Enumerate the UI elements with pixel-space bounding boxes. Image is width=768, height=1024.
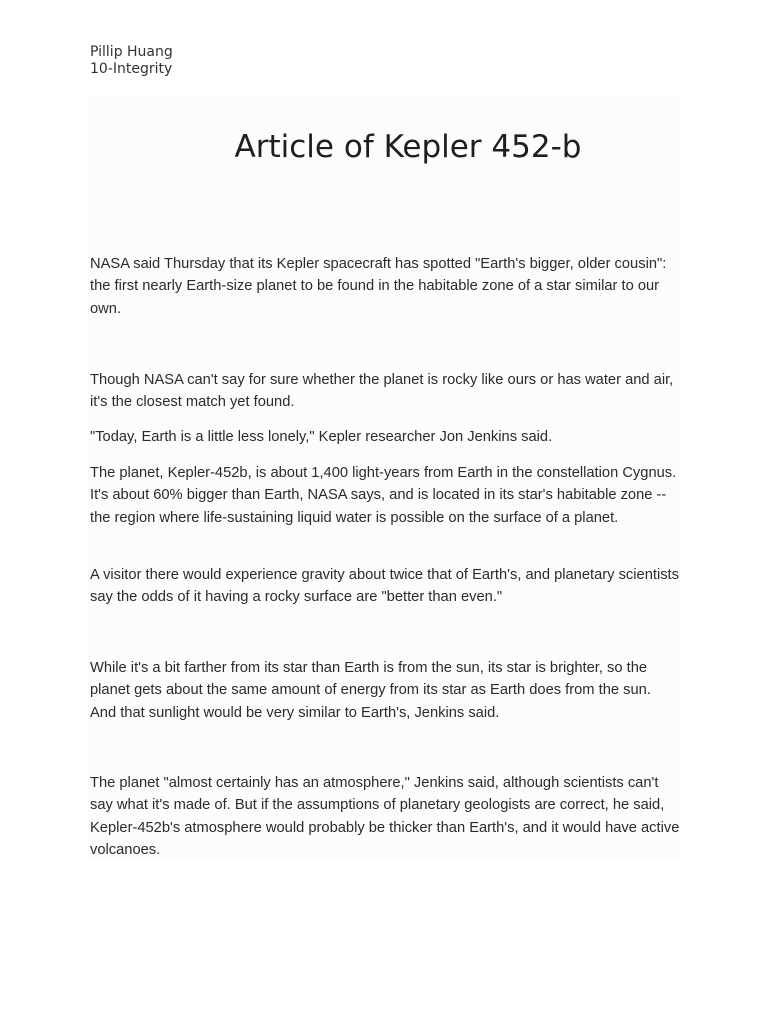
- paragraph-4: The planet, Kepler-452b, is about 1,400 light-years from Earth in the constellation Cygnus. It's about 60% bigger than Earth, NASA says, and is located in its star's habitable zone -- the region where life-sustaining liquid water is possible on the surface of a planet.: [90, 465, 677, 526]
- paragraph-5: A visitor there would experience gravity about twice that of Earth's, and planetary scientists say the odds of it having a rocky surface are "better than even.": [90, 567, 679, 606]
- author-class: 10-Integrity: [90, 61, 173, 77]
- author-block: [90, 44, 173, 78]
- paragraph-2: Though NASA can't say for sure whether the planet is rocky like ours or has water and air, it's the closest match yet found.: [90, 372, 674, 411]
- article-title: Article of Kepler 452-b: [234, 129, 582, 165]
- paragraph-3: "Today, Earth is a little less lonely," Kepler researcher Jon Jenkins said.: [90, 429, 553, 445]
- paragraph-6: While it's a bit farther from its star than Earth is from the sun, its star is brighter, so the planet gets about the same amount of energy from its star as Earth does from the sun. And that sunlight would be very similar to Earth's, Jenkins said.: [90, 660, 651, 721]
- paragraph-7: The planet "almost certainly has an atmosphere," Jenkins said, although scientists can't say what it's made of. But if the assumptions of planetary geologists are correct, he said, Kepler-452b's atmosphere would probably be thicker than Earth's, and it would have active volcanoes.: [90, 775, 680, 858]
- paragraph-1: NASA said Thursday that its Kepler spacecraft has spotted "Earth's bigger, older cousin": the first nearly Earth-size planet to be found in the habitable zone of a star similar to our own.: [90, 256, 667, 317]
- author-name: Pillip Huang: [90, 44, 173, 60]
